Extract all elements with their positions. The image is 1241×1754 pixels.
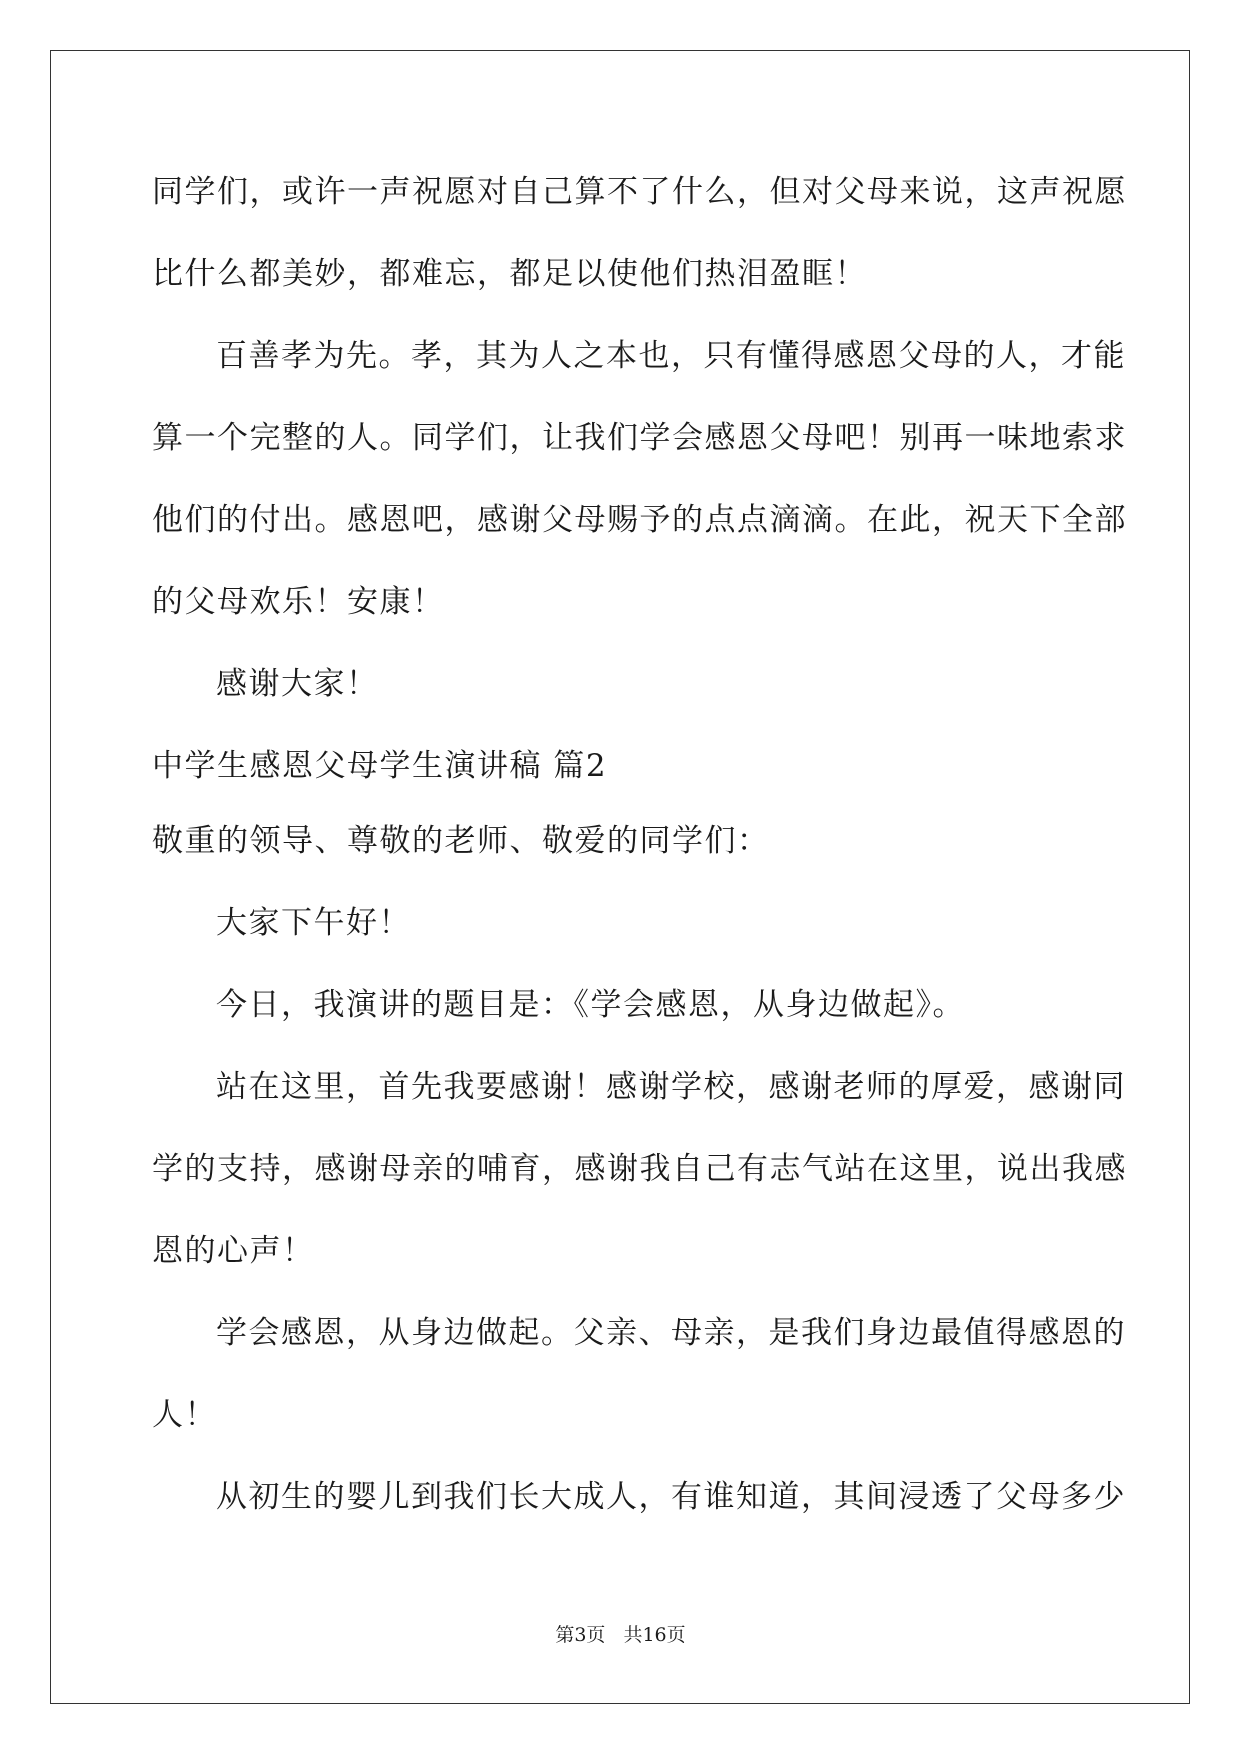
total-pages: 共16页 [623, 1624, 686, 1646]
paragraph-start-line: 感谢大家！ [216, 666, 379, 702]
paragraph-start-line: 从初生的婴儿到我们长大成人，有谁知道，其间浸透了父母多少 [216, 1479, 1126, 1515]
page-footer [0, 1620, 1241, 1647]
text-line: 他们的付出。感恩吧，感谢父母赐予的点点滴滴。在此，祝天下全部 [152, 502, 1127, 538]
paragraph-start-line: 大家下午好！ [216, 905, 411, 941]
paragraph-start-line: 百善孝为先。孝，其为人之本也，只有懂得感恩父母的人，才能 [216, 338, 1126, 374]
text-line: 恩的心声！ [152, 1233, 315, 1269]
paragraph-start-line: 站在这里，首先我要感谢！感谢学校，感谢老师的厚爱，感谢同 [216, 1069, 1126, 1105]
text-line: 算一个完整的人。同学们，让我们学会感恩父母吧！别再一味地索求 [152, 420, 1127, 456]
text-line: 比什么都美妙，都难忘，都足以使他们热泪盈眶！ [152, 256, 867, 292]
document-body [152, 160, 1127, 1547]
text-line: 的父母欢乐！安康！ [152, 584, 445, 620]
text-line: 人！ [152, 1397, 217, 1433]
salutation-line: 敬重的领导、尊敬的老师、敬爱的同学们： [152, 823, 770, 859]
page-number: 第3页 [555, 1624, 606, 1646]
text-line: 学的支持，感谢母亲的哺育，感谢我自己有志气站在这里，说出我感 [152, 1151, 1127, 1187]
paragraph-start-line: 今日，我演讲的题目是：《学会感恩，从身边做起》。 [216, 987, 965, 1023]
text-line: 同学们，或许一声祝愿对自己算不了什么，但对父母来说，这声祝愿 [152, 174, 1127, 210]
paragraph-start-line: 学会感恩，从身边做起。父亲、母亲，是我们身边最值得感恩的 [216, 1315, 1126, 1351]
section-heading: 中学生感恩父母学生演讲稿 篇2 [152, 748, 608, 784]
